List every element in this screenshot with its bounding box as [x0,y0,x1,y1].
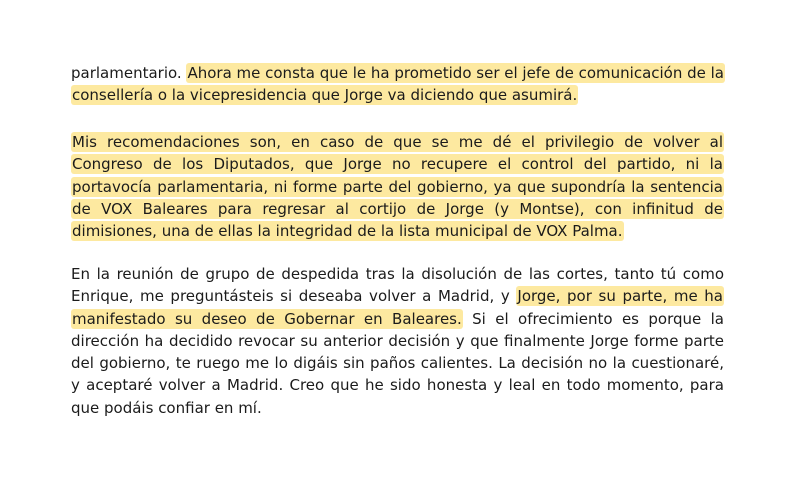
paragraph-2-highlight: Mis recomendaciones son, en caso de que se me dé el privilegio de volver al Congreso de los Diputados, que Jorge no recupere el control del partido, ni la portavocía parlamentaria, ni forme parte del gobierno, ya que supondría la sentencia de VOX Baleares para regresar al cortijo de Jorge (y Montse), con infinitud de dimisiones, una de ellas la integridad de la lista municipal de VOX Palma. [72,133,723,241]
paragraph-1-text: parlamentario. [71,64,187,82]
paragraph-1-highlight: Ahora me consta que le ha prometido ser el jefe de comunicación de la consellería o la vicepresidencia que Jorge va diciendo que asumirá. [72,64,725,105]
paragraph-3-text-before: En la reunión de grupo de despedida tras la disolución de las cortes, tanto tú como Enrique, me preguntásteis si deseaba volver a Madrid, y [71,265,724,306]
paragraph-3-text-after: Si el ofrecimiento es porque la dirección ha decidido revocar su anterior decisión y que finalmente Jorge forme parte del gobierno, te ruego me lo digáis sin paños calientes. La decisión no la cuestionaré, y aceptaré volver a Madrid. Creo que he sido honesta y leal en todo momento, para que podáis confiar en mí. [71,309,724,417]
paragraph-2 [71,131,724,242]
paragraph-1 [71,62,724,107]
paragraph-3-highlight: Jorge, por su parte, me ha manifestado su deseo de Gobernar en Baleares. [72,287,723,328]
paragraph-3 [71,263,724,419]
